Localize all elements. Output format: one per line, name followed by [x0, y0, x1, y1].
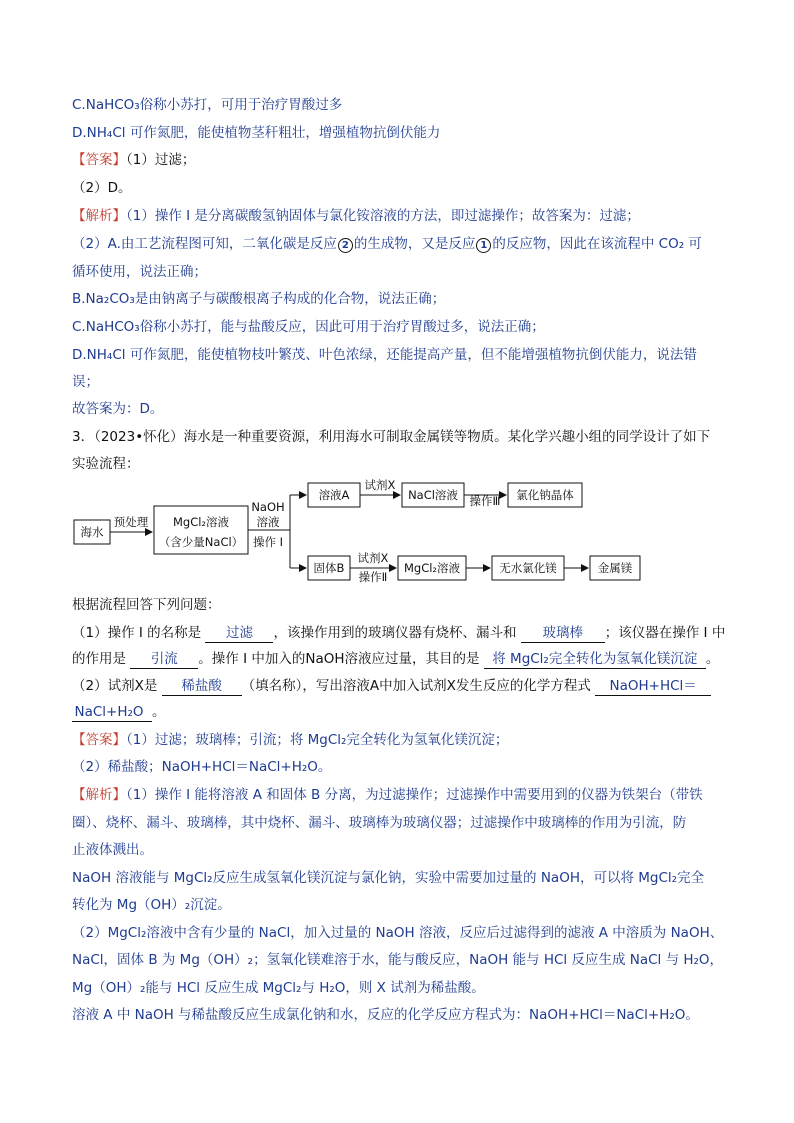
answer-2: （2）D。 [72, 180, 132, 196]
q1-text-e: 的作用是 [72, 651, 126, 667]
blank-drainage: 引流 [130, 650, 198, 669]
q3-analysis-4: NaOH 溶液能与 MgCl₂反应生成氢氧化镁沉淀与氯化钠，实验中需要加过量的 NaOH，可以将 MgCl₂完全 [72, 870, 705, 886]
answer-tag: 【答案】 [72, 152, 126, 168]
label-reagent-x-top: 试剂X [364, 478, 396, 492]
answer-text: （1）过滤； [126, 152, 196, 168]
analysis-2b: 循环使用，说法正确； [72, 264, 207, 280]
q1-text-a: （1）操作 I 的名称是 [72, 625, 202, 641]
q3-answer-text-1: （1）过滤；玻璃棒；引流；将 MgCl₂完全转化为氢氧化镁沉淀； [126, 732, 509, 748]
label-solution-a: 溶液A [318, 488, 350, 502]
label-op2: 操作Ⅱ [358, 570, 388, 584]
label-op3: 操作Ⅲ [469, 494, 501, 508]
label-solid-b: 固体B [313, 561, 345, 575]
option-d: D.NH₄Cl 可作氮肥，能使植物茎秆粗壮，增强植物抗倒伏能力 [72, 125, 441, 141]
q3-analysis-5: 转化为 Mg（OH）₂沉淀。 [72, 897, 231, 913]
label-mgcl2: MgCl₂溶液 [172, 515, 230, 529]
blank-equation-a: NaOH+HCl＝ [595, 677, 711, 696]
q3-analysis-9: 溶液 A 中 NaOH 与稀盐酸反应生成氯化钠和水，反应的化学反应方程式为：NaOH+HCl＝NaCl+H₂O。 [72, 1007, 699, 1023]
analysis-d2: 误； [72, 374, 99, 390]
analysis-final: 故答案为：D。 [72, 401, 164, 417]
q1-text-c: ，该操作用到的玻璃仪器有烧杯、漏斗和 [273, 625, 517, 641]
label-mgcl2-sub: （含少量NaCl） [158, 535, 244, 549]
q2-text-c: （填名称），写出溶液A中加入试剂X发生反应的化学方程式 [241, 678, 591, 694]
label-pretreat: 预处理 [113, 515, 149, 529]
q3-stem-1: 3．（2023•怀化）海水是一种重要资源，利用海水可制取金属镁等物质。某化学兴趣小组的同学设计了如下 [72, 429, 711, 445]
q3-part2-line2 [72, 703, 166, 722]
analysis-b: B.Na₂CO₃是由钠离子与碳酸根离子构成的化合物，说法正确； [72, 291, 446, 307]
analysis-d1: D.NH₄Cl 可作氮肥，能使植物枝叶繁茂、叶色浓绿，还能提高产量，但不能增强植物抗倒伏能力，说法错 [72, 347, 697, 363]
q3-analysis-2: 圈）、烧杯、漏斗、玻璃棒，其中烧杯、漏斗、玻璃棒为玻璃仪器；过滤操作中玻璃棒的作用为引流，防 [72, 815, 687, 831]
option-c: C.NaHCO₃俗称小苏打，可用于治疗胃酸过多 [72, 97, 343, 113]
q3-analysis-1 [72, 786, 703, 804]
q2-text-a: （2）试剂X是 [72, 678, 158, 694]
q3-part1-line2 [72, 650, 719, 669]
q2-text-d: 。 [152, 704, 166, 720]
q3-part1-line1 [72, 624, 725, 643]
label-mgcl2-solution: MgCl₂溶液 [403, 561, 461, 575]
label-reagent-x-bottom: 试剂X [357, 551, 389, 565]
circled-mark-2: 2 [338, 238, 353, 253]
circled-mark-1: 1 [476, 238, 491, 253]
label-seawater: 海水 [80, 525, 104, 539]
label-nacl-crystal: 氯化钠晶体 [516, 488, 574, 502]
label-naoh: NaOH [251, 500, 285, 514]
blank-equation-b: NaCl+H₂O [72, 703, 152, 722]
q3-answer-1 [72, 731, 508, 749]
q3-part2-line1 [72, 677, 711, 696]
analysis-c: C.NaHCO₃俗称小苏打，能与盐酸反应，因此可用于治疗胃酸过多，说法正确； [72, 319, 545, 335]
q3-prompt: 根据流程回答下列问题： [72, 597, 221, 613]
q1-text-g: 。 [705, 651, 720, 667]
blank-glass-rod: 玻璃棒 [521, 624, 605, 643]
label-anhydrous: 无水氯化镁 [499, 561, 557, 575]
label-mg-metal: 金属镁 [597, 561, 633, 575]
blank-purpose: 将 MgCl₂完全转化为氢氧化镁沉淀 [484, 650, 706, 669]
label-naoh-solution: 溶液 [256, 515, 280, 529]
a2-post: 的反应物，因此在该流程中 CO₂ 可 [492, 236, 702, 252]
q1-text-f: 。操作 I 中加入的NaOH溶液应过量，其目的是 [198, 651, 480, 667]
blank-filter: 过滤 [205, 624, 273, 643]
label-op1: 操作 I [252, 535, 284, 549]
q3-analysis-3: 止液体溅出。 [72, 842, 153, 858]
q3-analysis-tag: 【解析】 [72, 787, 126, 803]
q1-text-d: ；该仪器在操作 I 中 [604, 625, 726, 641]
blank-dilute-hcl: 稀盐酸 [162, 677, 242, 696]
analysis-tag: 【解析】 [72, 208, 126, 224]
q3-stem-2: 实验流程： [72, 456, 140, 472]
a2-pre: （2）A.由工艺流程图可知，二氧化碳是反应 [72, 236, 337, 252]
q3-answer-2: （2）稀盐酸；NaOH+HCl＝NaCl+H₂O。 [72, 759, 332, 775]
analysis-text: （1）操作 I 是分离碳酸氢钠固体与氯化铵溶液的方法，即过滤操作；故答案为：过滤； [126, 208, 640, 224]
a2-mid: 的生成物，又是反应 [353, 236, 476, 252]
q3-analysis-6: （2）MgCl₂溶液中含有少量的 NaCl，加入过量的 NaOH 溶液，反应后过滤得到的滤液 A 中溶质为 NaOH、 [72, 925, 724, 941]
q3-analysis-text-1: （1）操作 I 能将溶液 A 和固体 B 分离，为过滤操作；过滤操作中需要用到的仪器为铁架台（带铁 [126, 787, 703, 803]
q3-analysis-7: NaCl，固体 B 为 Mg（OH）₂；氢氧化镁难溶于水，能与酸反应，NaOH 能与 HCl 反应生成 NaCl 与 H₂O， [72, 952, 724, 968]
label-nacl-solution: NaCl溶液 [408, 488, 458, 502]
q3-analysis-8: Mg（OH）₂能与 HCl 反应生成 MgCl₂与 H₂O，则 X 试剂为稀盐酸。 [72, 980, 485, 996]
q3-answer-tag: 【答案】 [72, 732, 126, 748]
